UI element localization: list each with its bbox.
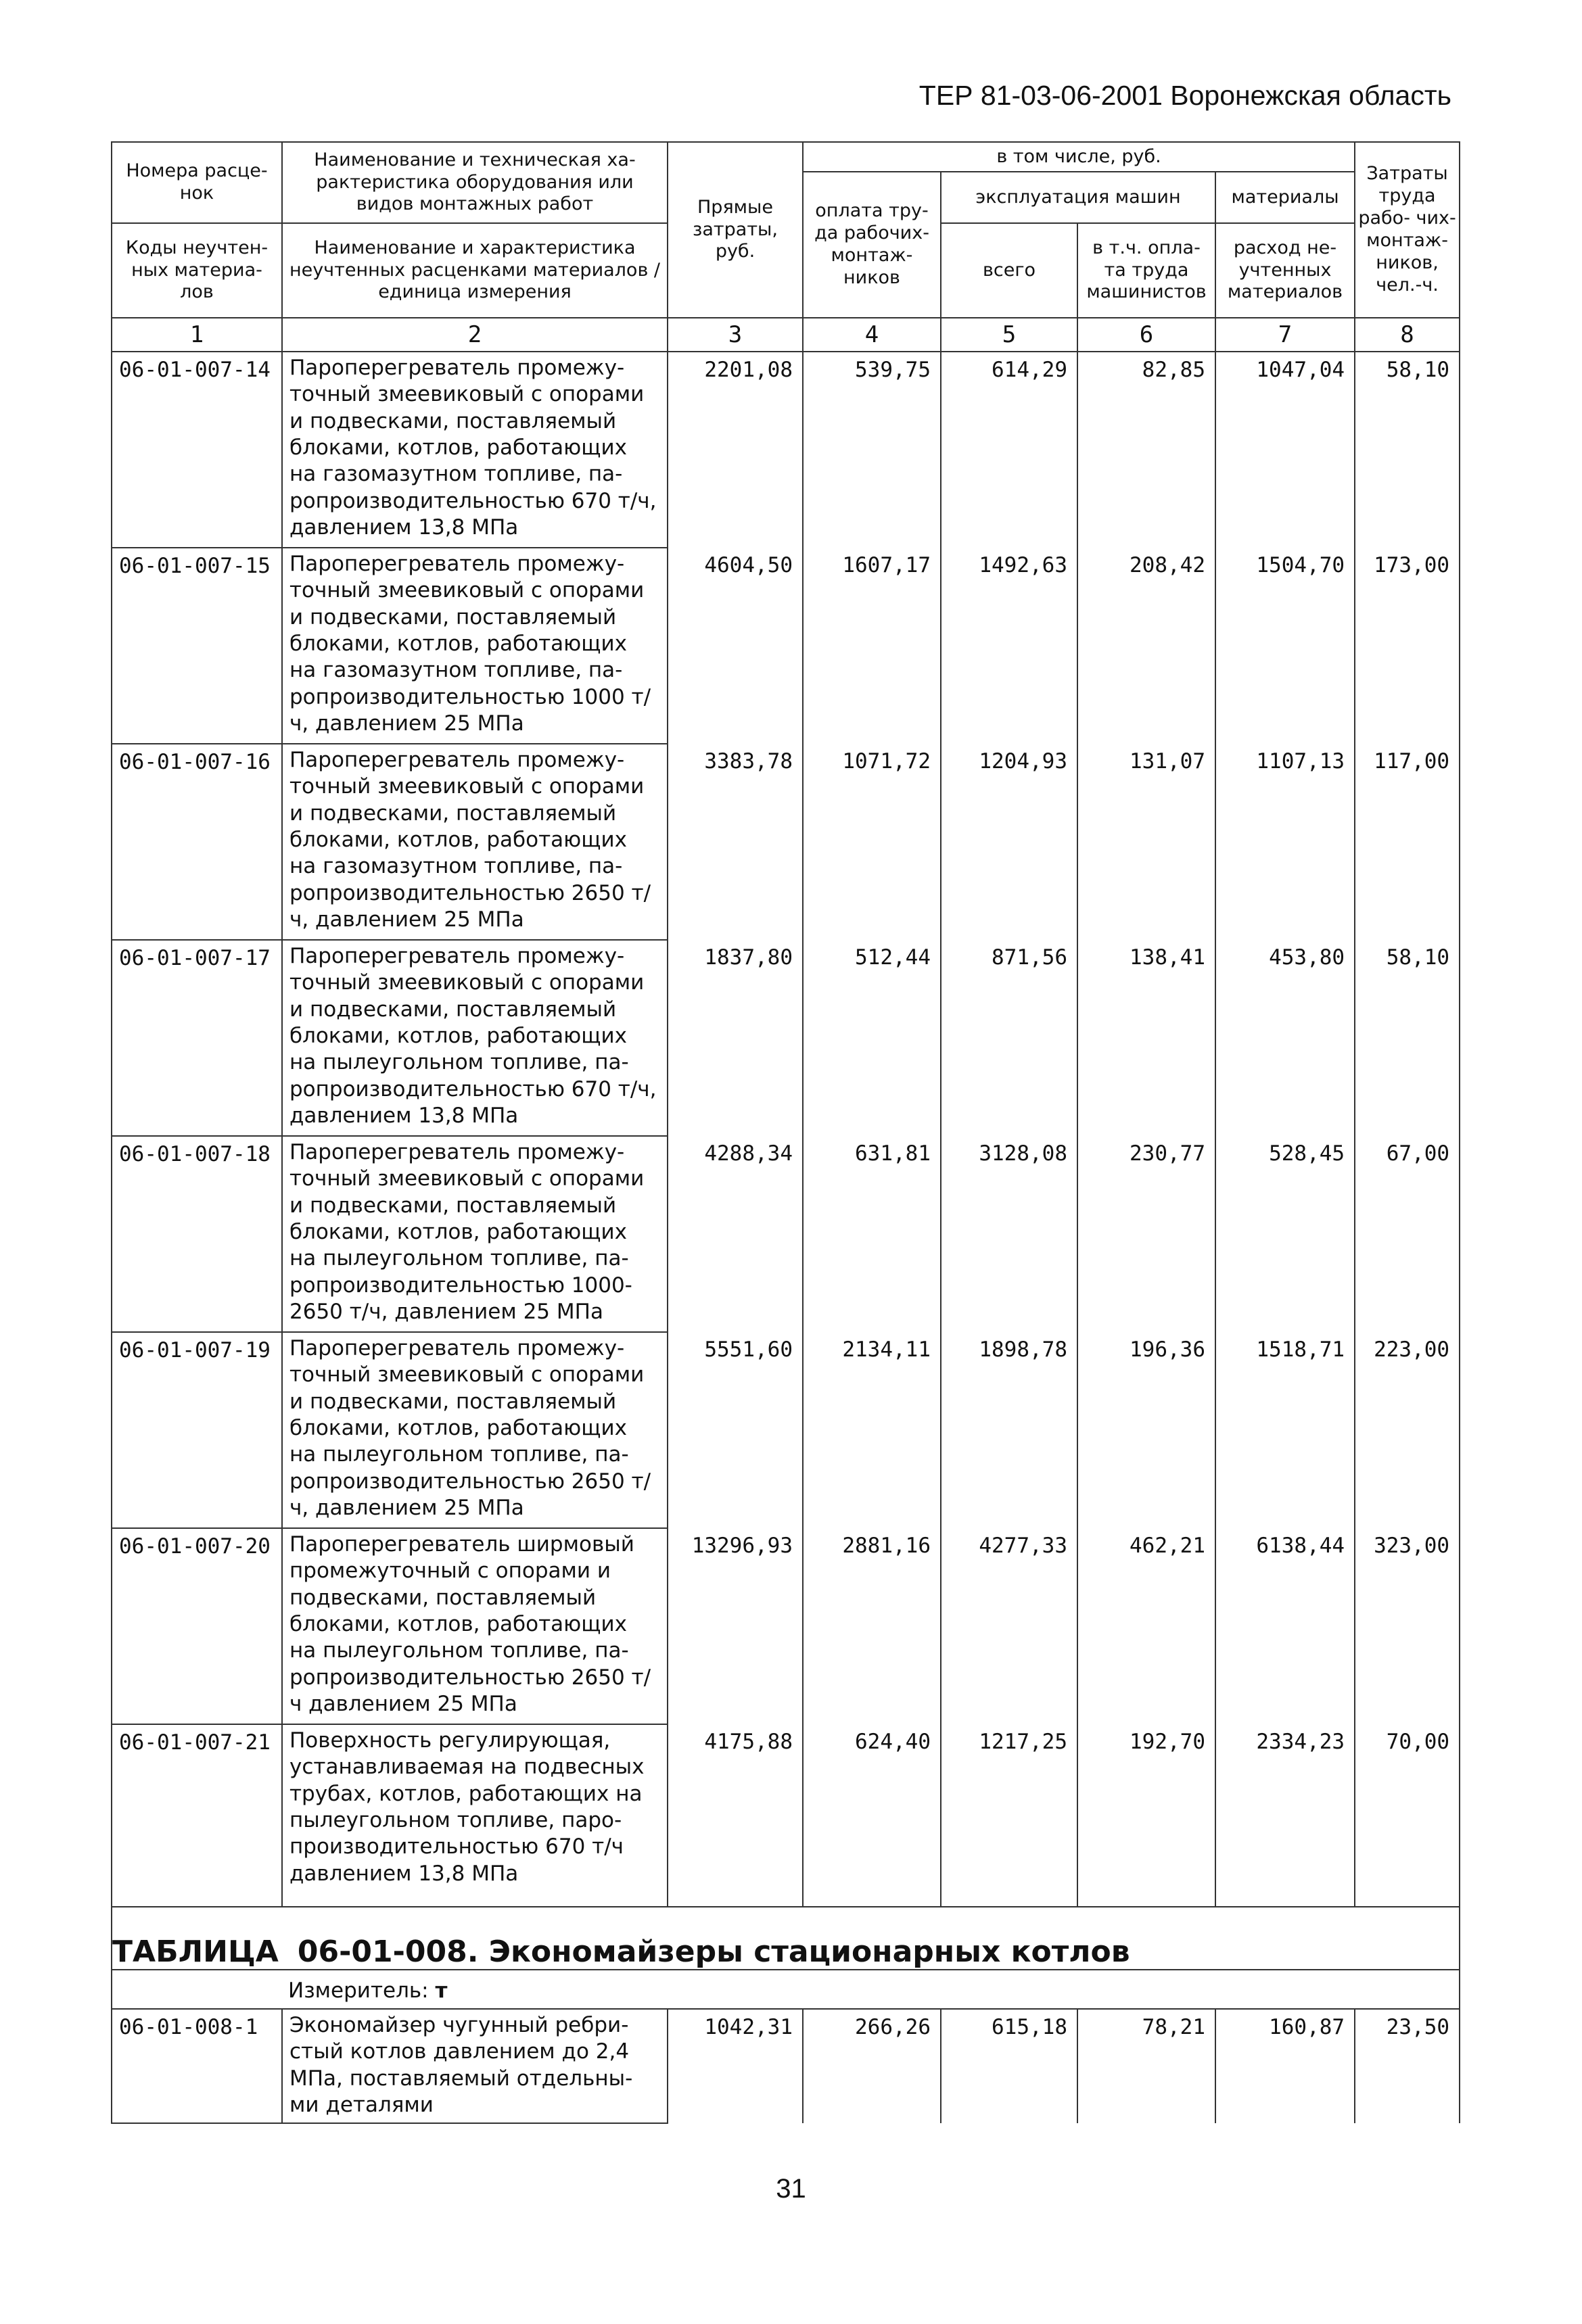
direct-costs-value: 5551,60: [668, 1332, 803, 1528]
labor-costs-value: 173,00: [1355, 548, 1460, 744]
column-number: 1: [112, 318, 282, 352]
header-material-name: Наименование и характеристика неучтенных расценками материалов / единица измерения: [282, 223, 668, 318]
operator-pay-value: 192,70: [1077, 1724, 1215, 1907]
rate-code: 06-01-007-20: [112, 1528, 282, 1724]
table-row: [112, 744, 1460, 940]
worker-pay-value: 631,81: [803, 1136, 941, 1332]
column-number: 2: [282, 318, 668, 352]
direct-costs-value: 2201,08: [668, 352, 803, 548]
machines-total-value: 1898,78: [941, 1332, 1077, 1528]
materials-value: 2334,23: [1215, 1724, 1355, 1907]
operator-pay-value: 138,41: [1077, 940, 1215, 1136]
labor-costs-value: 58,10: [1355, 352, 1460, 548]
work-description: Пароперегреватель промежу- точный змеевиковый с опорами и подвесками, поставляемый блоками, котлов, работающих на пылеугольном топливе, па- ропроизводительностью 670 т/ч, давлением 13,8 МПа: [282, 940, 668, 1136]
direct-costs-value: 4175,88: [668, 1724, 803, 1907]
work-description: Пароперегреватель промежу- точный змеевиковый с опорами и подвесками, поставляемый блоками, котлов, работающих на газомазутном топливе, па- ропроизводительностью 1000 т/ч, давлением 25 МПа: [282, 548, 668, 744]
work-description: Пароперегреватель ширмовый промежуточный с опорами и подвесками, поставляемый блоками, котлов, работающих на пылеугольном топливе, па- ропроизводительностью 2650 т/ч давлением 25 МПа: [282, 1528, 668, 1724]
machines-total-value: 615,18: [941, 2009, 1077, 2123]
header-material-codes: Коды неучтен- ных материа- лов: [112, 223, 282, 318]
page-header: ТЕР 81-03-06-2001 Воронежская область: [918, 80, 1451, 111]
direct-costs-value: 13296,93: [668, 1528, 803, 1724]
worker-pay-value: 266,26: [803, 2009, 941, 2123]
table-title: 06-01-008. Экономайзеры стационарных котлов: [297, 1935, 1130, 1969]
table-row: [112, 940, 1460, 1136]
table-label: ТАБЛИЦА: [112, 1935, 279, 1969]
machines-total-value: 1492,63: [941, 548, 1077, 744]
machines-total-value: 614,29: [941, 352, 1077, 548]
header-materials: материалы: [1215, 172, 1355, 223]
work-description: Пароперегреватель промежу- точный змеевиковый с опорами и подвесками, поставляемый блоками, котлов, работающих на газомазутном топливе, па- ропроизводительностью 2650 т/ч, давлением 25 МПа: [282, 744, 668, 940]
column-number: 4: [803, 318, 941, 352]
rate-code: 06-01-007-18: [112, 1136, 282, 1332]
worker-pay-value: 624,40: [803, 1724, 941, 1907]
operator-pay-value: 78,21: [1077, 2009, 1215, 2123]
machines-total-value: 871,56: [941, 940, 1077, 1136]
materials-value: 6138,44: [1215, 1528, 1355, 1724]
rates-table: [111, 141, 1460, 2124]
materials-value: 1504,70: [1215, 548, 1355, 744]
header-including: в том числе, руб.: [803, 142, 1355, 172]
column-number: 5: [941, 318, 1077, 352]
header-unaccounted-materials: расход не- учтенных материалов: [1215, 223, 1355, 318]
machines-total-value: 1204,93: [941, 744, 1077, 940]
direct-costs-value: 3383,78: [668, 744, 803, 940]
worker-pay-value: 1071,72: [803, 744, 941, 940]
materials-value: 160,87: [1215, 2009, 1355, 2123]
table-row: [112, 548, 1460, 744]
table-row: [112, 1136, 1460, 1332]
header-labor-costs: Затраты труда рабо- чих- монтаж- ников, чел.-ч.: [1355, 142, 1460, 318]
labor-costs-value: 23,50: [1355, 2009, 1460, 2123]
work-description: Пароперегреватель промежу- точный змеевиковый с опорами и подвесками, поставляемый блоками, котлов, работающих на газомазутном топливе, па- ропроизводительностью 670 т/ч, давлением 13,8 МПа: [282, 352, 668, 548]
column-number: 8: [1355, 318, 1460, 352]
labor-costs-value: 323,00: [1355, 1528, 1460, 1724]
table-row: [112, 352, 1460, 548]
rate-code: 06-01-007-14: [112, 352, 282, 548]
labor-costs-value: 70,00: [1355, 1724, 1460, 1907]
table-row: [112, 1724, 1460, 1907]
materials-value: 528,45: [1215, 1136, 1355, 1332]
rate-code: 06-01-007-19: [112, 1332, 282, 1528]
meter-label: Измеритель:: [288, 1978, 429, 2003]
direct-costs-value: 1837,80: [668, 940, 803, 1136]
operator-pay-value: 462,21: [1077, 1528, 1215, 1724]
direct-costs-value: 4288,34: [668, 1136, 803, 1332]
labor-costs-value: 223,00: [1355, 1332, 1460, 1528]
labor-costs-value: 67,00: [1355, 1136, 1460, 1332]
direct-costs-value: 1042,31: [668, 2009, 803, 2123]
meter: [112, 1970, 1460, 2009]
table-row: [112, 2009, 1460, 2123]
worker-pay-value: 2881,16: [803, 1528, 941, 1724]
machines-total-value: 1217,25: [941, 1724, 1077, 1907]
table-section-title-row: [112, 1907, 1460, 1970]
operator-pay-value: 230,77: [1077, 1136, 1215, 1332]
operator-pay-value: 131,07: [1077, 744, 1215, 940]
table-section-title: [112, 1907, 1460, 1970]
operator-pay-value: 208,42: [1077, 548, 1215, 744]
column-number: 7: [1215, 318, 1355, 352]
meter-row: [112, 1970, 1460, 2009]
header-work-name: Наименование и техническая ха- рактеристика оборудования или видов монтажных работ: [282, 142, 668, 223]
worker-pay-value: 539,75: [803, 352, 941, 548]
work-description: Пароперегреватель промежу- точный змеевиковый с опорами и подвесками, поставляемый блоками, котлов, работающих на пылеугольном топливе, па- ропроизводительностью 1000- 2650 т/ч, давлением 25 МПа: [282, 1136, 668, 1332]
column-numbers-row: [112, 318, 1460, 352]
materials-value: 453,80: [1215, 940, 1355, 1136]
rate-code: 06-01-007-16: [112, 744, 282, 940]
header-rate-number: Номера расце- нок: [112, 142, 282, 223]
work-description: Поверхность регулирующая, устанавливаемая на подвесных трубах, котлов, работающих на пылеугольном топливе, паро- производительностью 670 т/ч давлением 13,8 МПа: [282, 1724, 668, 1907]
materials-value: 1518,71: [1215, 1332, 1355, 1528]
column-number: 3: [668, 318, 803, 352]
header-direct-costs: Прямые затраты, руб.: [668, 142, 803, 318]
worker-pay-value: 2134,11: [803, 1332, 941, 1528]
operator-pay-value: 82,85: [1077, 352, 1215, 548]
header-machines-total: всего: [941, 223, 1077, 318]
machines-total-value: 3128,08: [941, 1136, 1077, 1332]
header-machines: эксплуатация машин: [941, 172, 1215, 223]
page-number: 31: [776, 2174, 806, 2204]
worker-pay-value: 512,44: [803, 940, 941, 1136]
meter-unit: т: [435, 1978, 448, 2003]
table-row: [112, 1332, 1460, 1528]
work-description: Пароперегреватель промежу- точный змеевиковый с опорами и подвесками, поставляемый блоками, котлов, работающих на пылеугольном топливе, па- ропроизводительностью 2650 т/ч, давлением 25 МПа: [282, 1332, 668, 1528]
rate-code: 06-01-008-1: [112, 2009, 282, 2123]
work-description: Экономайзер чугунный ребри- стый котлов давлением до 2,4 МПа, поставляемый отдельны- ми деталями: [282, 2009, 668, 2123]
worker-pay-value: 1607,17: [803, 548, 941, 744]
table-row: [112, 1528, 1460, 1724]
header-operator-pay: в т.ч. опла- та труда машинистов: [1077, 223, 1215, 318]
operator-pay-value: 196,36: [1077, 1332, 1215, 1528]
rate-code: 06-01-007-21: [112, 1724, 282, 1907]
rate-code: 06-01-007-17: [112, 940, 282, 1136]
labor-costs-value: 58,10: [1355, 940, 1460, 1136]
materials-value: 1107,13: [1215, 744, 1355, 940]
machines-total-value: 4277,33: [941, 1528, 1077, 1724]
labor-costs-value: 117,00: [1355, 744, 1460, 940]
rate-code: 06-01-007-15: [112, 548, 282, 744]
materials-value: 1047,04: [1215, 352, 1355, 548]
header-worker-pay: оплата тру- да рабочих- монтаж- ников: [803, 172, 941, 318]
column-number: 6: [1077, 318, 1215, 352]
direct-costs-value: 4604,50: [668, 548, 803, 744]
